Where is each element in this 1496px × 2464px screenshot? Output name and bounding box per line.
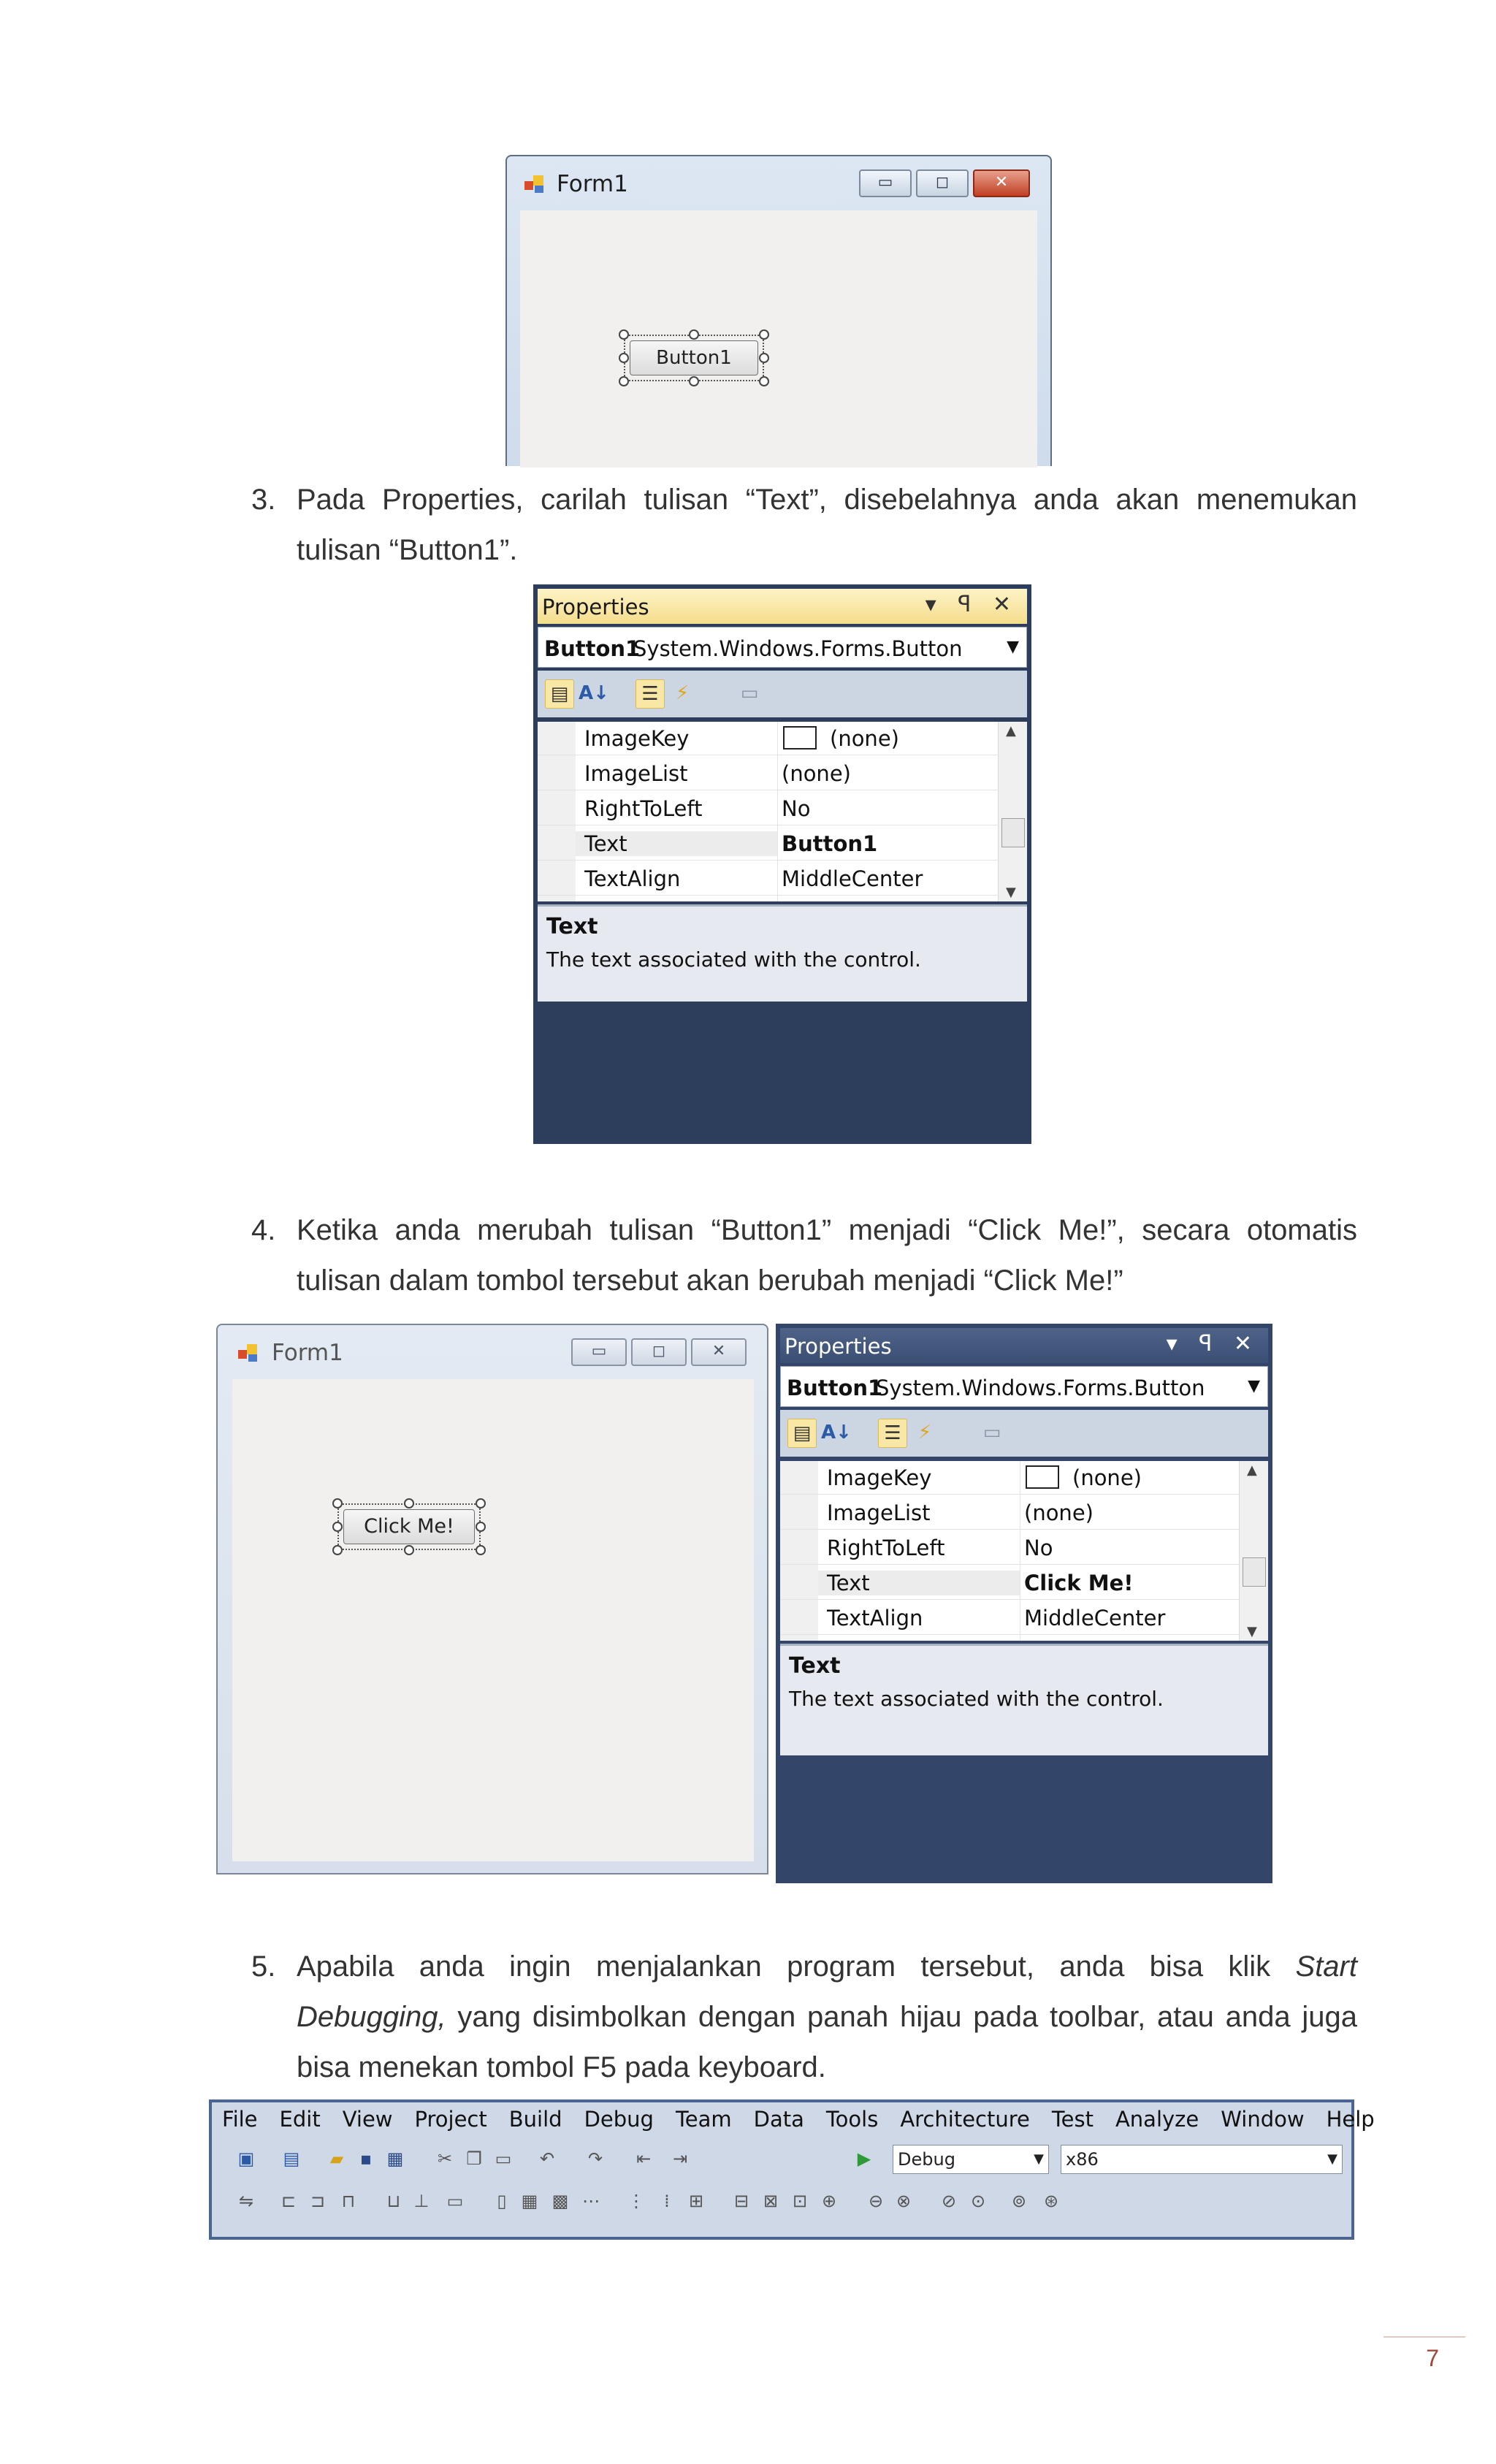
scroll-up-icon[interactable]: ▲	[1006, 723, 1016, 739]
step-text-italic: Debugging,	[297, 2001, 446, 2033]
categorized-icon[interactable]: ▤	[545, 679, 574, 709]
close-button[interactable]: ✕	[691, 1338, 747, 1366]
menu-item-tools[interactable]: Tools	[825, 2107, 879, 2132]
form-app-icon	[524, 175, 545, 194]
column-separator	[777, 790, 778, 825]
dropdown-arrow-icon[interactable]: ▼	[1248, 1377, 1260, 1395]
property-value[interactable]: No	[1024, 1536, 1053, 1560]
navigate-forward-icon[interactable]: ⇥	[672, 2148, 688, 2169]
property-row-margin	[538, 896, 576, 901]
column-separator	[777, 825, 778, 860]
step-5-paragraph	[251, 1942, 1357, 2093]
scroll-down-icon[interactable]: ▼	[1006, 885, 1016, 900]
solution-configuration-combo[interactable]	[893, 2145, 1049, 2174]
minimize-button[interactable]: ▭	[859, 169, 912, 197]
standard-toolbar	[218, 2140, 1350, 2177]
step-4-paragraph	[251, 1205, 1357, 1306]
object-type: System.Windows.Forms.Button	[876, 1376, 1205, 1400]
layout-toolbar	[218, 2183, 1350, 2219]
remove-horizontal-spacing-icon[interactable]: ⊞	[688, 2191, 704, 2211]
property-name: TextAlign	[827, 1606, 923, 1630]
menu-item-view[interactable]: View	[342, 2107, 393, 2132]
make-same-width-icon[interactable]: ▭	[446, 2191, 464, 2211]
vs-menu-toolbar	[209, 2099, 1375, 2240]
property-name: TextAlign	[584, 866, 681, 891]
step-text: yang disimbolkan dengan panah hijau pada toolbar, atau anda juga	[446, 2001, 1357, 2033]
size-to-grid-icon[interactable]: ▩	[552, 2191, 569, 2211]
dropdown-arrow-icon[interactable]: ▼	[1007, 638, 1019, 656]
form2-title: Form1	[272, 1340, 343, 1366]
vertical-spacing-equal-icon[interactable]: ⊟	[733, 2191, 749, 2211]
menu-item-team[interactable]: Team	[675, 2107, 732, 2132]
events-icon[interactable]: ⚡	[675, 682, 690, 704]
object-name: Button1	[544, 636, 641, 661]
step-text-italic: Start	[1295, 1950, 1357, 1983]
property-value[interactable]: Click Me!	[1024, 1571, 1134, 1595]
description-title: Text	[546, 914, 598, 939]
panel-window-controls[interactable]: ▾ ꟼ ✕	[1166, 1331, 1259, 1357]
resize-handle[interactable]	[332, 1498, 343, 1508]
panel-window-controls[interactable]: ▾ ꟼ ✕	[925, 592, 1018, 617]
property-row-margin	[780, 1530, 818, 1564]
properties-header	[538, 589, 1027, 624]
save-all-icon[interactable]: ▦	[386, 2148, 404, 2169]
step-text-line: Ketika anda merubah tulisan “Button1” menjadi “Click Me!”, secara otomatis	[297, 1214, 1357, 1246]
image-swatch-icon	[1026, 1465, 1059, 1489]
page-number-rule	[1384, 2336, 1465, 2338]
property-row-margin	[780, 1461, 818, 1494]
lock-controls-icon[interactable]: ⊛	[1043, 2191, 1059, 2211]
description-text: The text associated with the control.	[546, 947, 921, 972]
menu-item-architecture[interactable]: Architecture	[900, 2107, 1030, 2132]
dropdown-arrow-icon[interactable]: ▼	[1327, 2151, 1337, 2167]
resize-handle[interactable]	[759, 353, 769, 363]
object-type: System.Windows.Forms.Button	[633, 636, 963, 661]
column-separator	[777, 722, 778, 755]
object-selector[interactable]	[538, 627, 1027, 668]
property-row-margin	[780, 1565, 818, 1599]
maximize-button[interactable]: ◻	[631, 1338, 687, 1366]
property-value[interactable]: (none)	[782, 761, 851, 786]
property-pages-icon[interactable]: ▭	[982, 1422, 1001, 1443]
properties-panel-1	[533, 584, 1031, 1144]
menu-item-file[interactable]: File	[222, 2107, 258, 2132]
step-text-line	[297, 1992, 1357, 2042]
page-number: 7	[1426, 2345, 1439, 2371]
property-row[interactable]	[538, 825, 998, 861]
dropdown-arrow-icon[interactable]: ▼	[1034, 2151, 1044, 2167]
step-text-line: Pada Properties, carilah tulisan “Text”, disebelahnya anda akan menemukan	[297, 484, 1357, 516]
events-icon[interactable]: ⚡	[917, 1422, 932, 1443]
property-row[interactable]	[780, 1565, 1239, 1600]
property-name: Text	[576, 831, 777, 856]
menu-item-debug[interactable]: Debug	[584, 2107, 654, 2132]
start-debugging-icon[interactable]: ▶	[857, 2148, 871, 2169]
property-value[interactable]: (none)	[830, 726, 899, 751]
resize-handle[interactable]	[619, 353, 629, 363]
properties-toolbar	[538, 671, 1027, 717]
resize-handle[interactable]	[332, 1545, 343, 1555]
center-vertically-icon[interactable]: ⊗	[896, 2191, 912, 2211]
property-row-margin	[780, 1495, 818, 1529]
vertical-scrollbar[interactable]	[998, 722, 1027, 901]
properties-icon[interactable]: ☰	[878, 1419, 907, 1448]
tab-order-icon[interactable]: ⊚	[1011, 2191, 1027, 2211]
property-name: ImageList	[584, 761, 688, 786]
column-separator	[777, 755, 778, 790]
properties-title: Properties	[542, 595, 649, 619]
properties-header	[780, 1328, 1268, 1363]
menu-item-build[interactable]: Build	[508, 2107, 562, 2132]
scroll-thumb[interactable]	[1243, 1557, 1266, 1587]
property-row-margin	[538, 790, 576, 825]
form1-titlebar	[507, 156, 1050, 207]
property-name: Text	[818, 1571, 1020, 1595]
property-row[interactable]	[780, 1495, 1239, 1530]
make-same-size-icon[interactable]: ▦	[521, 2191, 538, 2211]
property-row-margin	[780, 1600, 818, 1634]
resize-handle[interactable]	[759, 329, 769, 340]
properties-toolbar	[780, 1410, 1268, 1457]
step-text-line	[297, 1942, 1357, 1992]
configuration-value: Debug	[898, 2149, 955, 2170]
property-row-margin	[780, 1635, 818, 1641]
description-text: The text associated with the control.	[789, 1687, 1164, 1711]
resize-handle[interactable]	[332, 1522, 343, 1532]
form2-titlebar	[218, 1325, 767, 1376]
align-centers-icon[interactable]: ⊏	[280, 2191, 297, 2211]
step-number: 3.	[251, 484, 276, 516]
menu-bar	[222, 2107, 1397, 2132]
step-number: 4.	[251, 1214, 276, 1246]
property-row-margin	[538, 755, 576, 790]
property-row[interactable]	[538, 861, 998, 896]
property-pages-icon[interactable]: ▭	[740, 682, 759, 704]
step-3-paragraph	[251, 475, 1357, 576]
properties-title: Properties	[785, 1334, 892, 1359]
step-text-line: tulisan “Button1”.	[297, 534, 518, 566]
copy-icon[interactable]: ❐	[466, 2148, 482, 2169]
property-row[interactable]	[538, 755, 998, 790]
align-middles-icon[interactable]: ⊔	[386, 2191, 401, 2211]
property-row[interactable]	[780, 1635, 1239, 1641]
align-rights-icon[interactable]: ⊐	[310, 2191, 326, 2211]
resize-handle[interactable]	[689, 376, 699, 386]
step-text-line: bisa menekan tombol F5 pada keyboard.	[297, 2051, 826, 2083]
property-row-margin	[538, 861, 576, 895]
property-name: ImageKey	[827, 1465, 932, 1490]
step-text: Apabila anda ingin menjalankan program tersebut, anda bisa klik	[297, 1950, 1296, 1983]
property-description	[780, 1644, 1268, 1755]
form1-title: Form1	[557, 171, 628, 197]
property-name: ImageKey	[584, 726, 690, 751]
undo-icon[interactable]: ↶	[539, 2148, 555, 2169]
menu-item-test[interactable]: Test	[1051, 2107, 1094, 2132]
button1[interactable]: Button1	[630, 340, 758, 375]
properties-icon[interactable]: ☰	[636, 679, 665, 709]
align-bottoms-icon[interactable]: ⊥	[413, 2191, 430, 2211]
increase-horizontal-spacing-icon[interactable]: ⋮	[627, 2191, 645, 2211]
bring-to-front-icon[interactable]: ⊘	[941, 2191, 957, 2211]
cut-icon[interactable]: ✂	[437, 2148, 453, 2169]
resize-handle[interactable]	[476, 1498, 486, 1508]
menu-item-edit[interactable]: Edit	[279, 2107, 321, 2132]
step-text-line: tulisan dalam tombol tersebut akan berubah menjadi “Click Me!”	[297, 1265, 1123, 1297]
form1-window	[505, 155, 1052, 466]
column-separator	[777, 896, 778, 901]
align-tops-icon[interactable]: ⊓	[341, 2191, 356, 2211]
property-value[interactable]: No	[782, 796, 811, 821]
send-to-back-icon[interactable]: ⊙	[970, 2191, 986, 2211]
categorized-icon[interactable]: ▤	[787, 1419, 817, 1448]
redo-icon[interactable]: ↷	[587, 2148, 603, 2169]
scroll-thumb[interactable]	[1001, 818, 1025, 847]
minimize-button[interactable]: ▭	[571, 1338, 627, 1366]
resize-handle[interactable]	[759, 376, 769, 386]
center-horizontally-icon[interactable]: ⊖	[868, 2191, 884, 2211]
scroll-up-icon[interactable]: ▲	[1247, 1462, 1257, 1478]
form1-client-area	[520, 210, 1037, 468]
resize-handle[interactable]	[476, 1545, 486, 1555]
add-item-icon[interactable]: ▤	[283, 2148, 300, 2169]
resize-handle[interactable]	[619, 329, 629, 340]
property-row[interactable]	[538, 790, 998, 825]
make-same-height-icon[interactable]: ▯	[497, 2191, 507, 2211]
property-value[interactable]: (none)	[1072, 1465, 1142, 1490]
vertical-scrollbar[interactable]	[1239, 1461, 1268, 1641]
property-grid	[780, 1461, 1268, 1641]
increase-vertical-spacing-icon[interactable]: ⊠	[763, 2191, 779, 2211]
menu-item-analyze[interactable]: Analyze	[1115, 2107, 1199, 2132]
image-swatch-icon	[783, 726, 817, 750]
description-title: Text	[789, 1653, 841, 1679]
platform-value: x86	[1066, 2149, 1099, 2170]
property-name: ImageList	[827, 1500, 931, 1525]
menu-item-window[interactable]: Window	[1221, 2107, 1305, 2132]
property-value[interactable]: MiddleCenter	[1024, 1606, 1166, 1630]
resize-handle[interactable]	[619, 376, 629, 386]
decrease-vertical-spacing-icon[interactable]: ⊡	[792, 2191, 808, 2211]
properties-panel-2	[776, 1324, 1272, 1883]
resize-handle[interactable]	[404, 1498, 414, 1508]
click-me-button[interactable]: Click Me!	[343, 1509, 475, 1544]
property-row[interactable]	[780, 1461, 1239, 1495]
step-number: 5.	[251, 1950, 276, 1983]
property-value[interactable]: Button1	[782, 831, 878, 856]
property-grid	[538, 722, 1027, 901]
menu-item-help[interactable]: Help	[1326, 2107, 1375, 2132]
maximize-button[interactable]: ◻	[916, 169, 969, 197]
object-name: Button1	[787, 1376, 883, 1400]
resize-handle[interactable]	[689, 329, 699, 340]
form-app-icon	[238, 1344, 259, 1363]
solution-platform-combo[interactable]	[1061, 2145, 1343, 2174]
menu-item-project[interactable]: Project	[414, 2107, 487, 2132]
form2-client-area	[232, 1379, 754, 1861]
resize-handle[interactable]	[476, 1522, 486, 1532]
property-row[interactable]	[538, 722, 998, 755]
object-selector[interactable]	[780, 1366, 1268, 1407]
align-lefts-icon[interactable]: ⇋	[238, 2191, 254, 2211]
form2-window	[216, 1324, 768, 1874]
save-icon[interactable]: ▪	[359, 2148, 373, 2169]
horizontal-spacing-equal-icon[interactable]: ⋯	[582, 2191, 600, 2211]
alphabetical-icon[interactable]: A↓	[821, 1422, 852, 1443]
open-file-icon[interactable]: ▰	[329, 2148, 344, 2169]
navigate-icon[interactable]: ⇤	[636, 2148, 652, 2169]
resize-handle[interactable]	[404, 1545, 414, 1555]
property-value[interactable]: MiddleCenter	[782, 866, 923, 891]
property-value[interactable]: (none)	[1024, 1500, 1094, 1525]
column-separator	[777, 861, 778, 895]
new-project-icon[interactable]: ▣	[237, 2148, 255, 2169]
decrease-horizontal-spacing-icon[interactable]: ⁞	[664, 2191, 670, 2211]
property-row[interactable]	[538, 896, 998, 901]
paste-icon[interactable]: ▭	[495, 2148, 512, 2169]
property-row[interactable]	[780, 1600, 1239, 1635]
menu-item-data[interactable]: Data	[753, 2107, 804, 2132]
property-row-margin	[538, 825, 576, 860]
scroll-down-icon[interactable]: ▼	[1247, 1624, 1257, 1639]
property-row[interactable]	[780, 1530, 1239, 1565]
property-name: RightToLeft	[827, 1536, 945, 1560]
property-row-margin	[538, 722, 576, 755]
alphabetical-icon[interactable]: A↓	[579, 682, 609, 704]
property-name: RightToLeft	[584, 796, 703, 821]
remove-vertical-spacing-icon[interactable]: ⊕	[821, 2191, 837, 2211]
property-description	[538, 904, 1027, 1002]
close-button[interactable]: ✕	[973, 169, 1030, 197]
